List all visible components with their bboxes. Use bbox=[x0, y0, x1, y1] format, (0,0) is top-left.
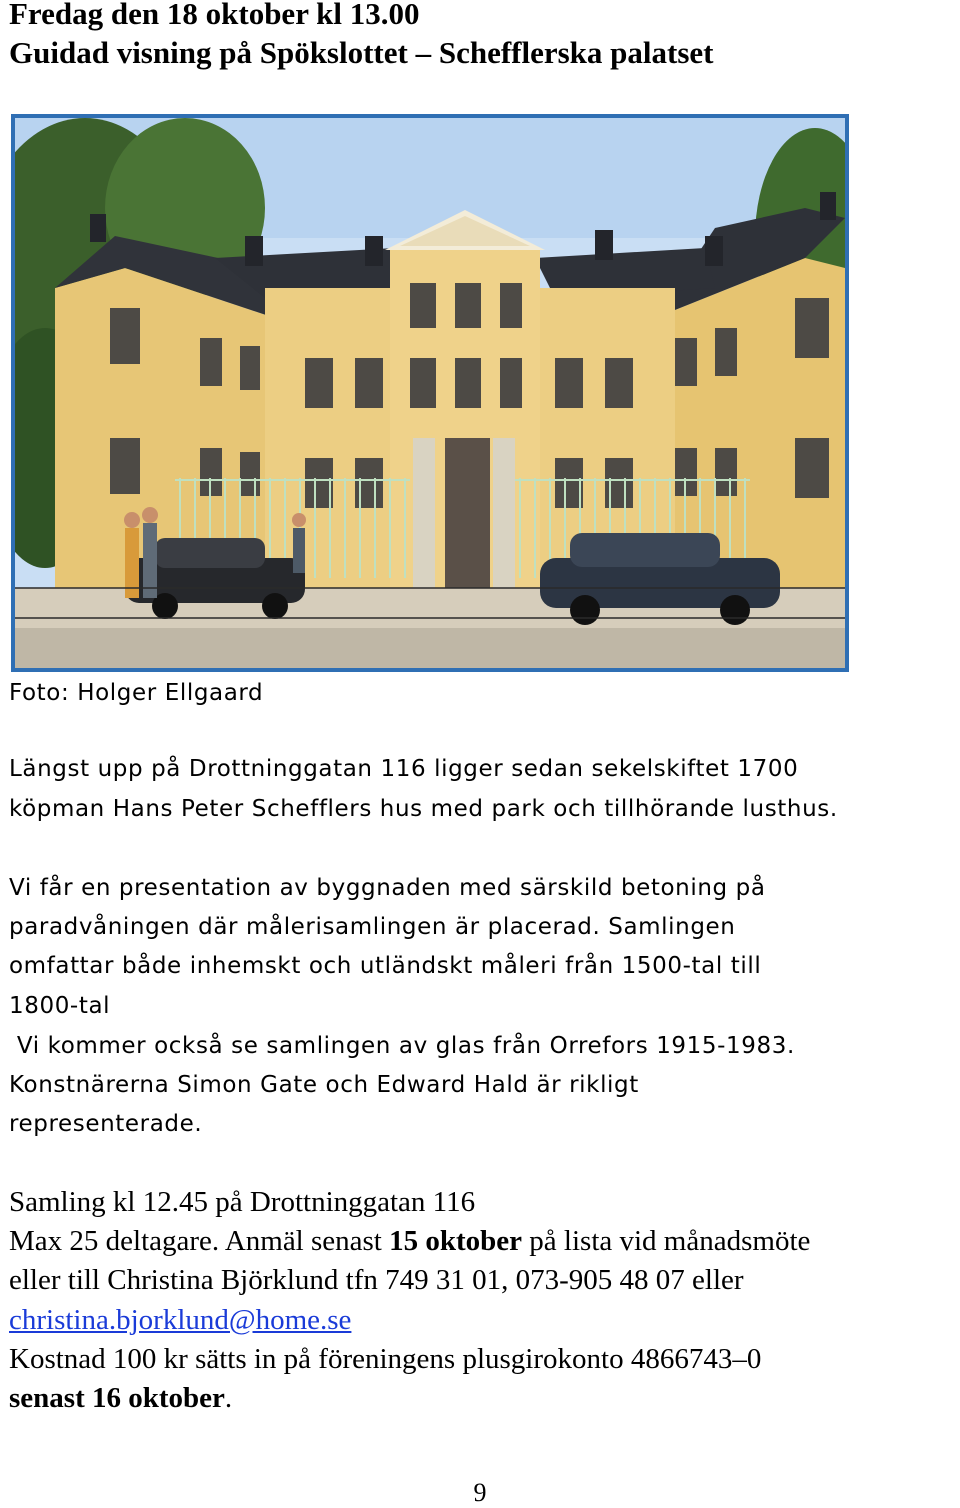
email-row bbox=[9, 1304, 351, 1337]
registration-text-end: på lista vid månadsmöte bbox=[522, 1225, 811, 1257]
gathering-info: Samling kl 12.45 på Drottninggatan 116 bbox=[9, 1186, 476, 1218]
payment-deadline bbox=[9, 1382, 232, 1415]
email-link[interactable]: christina.bjorklund@home.se bbox=[9, 1304, 352, 1336]
payment-deadline-end: . bbox=[224, 1382, 233, 1414]
presentation-line-2: paradvåningen där målerisamlingen är placerad. Samlingen bbox=[9, 914, 736, 940]
payment-deadline-bold: senast 16 oktober bbox=[9, 1382, 225, 1414]
presentation-line-6: Konstnärerna Simon Gate och Edward Hald är rikligt bbox=[9, 1072, 639, 1098]
palace-illustration bbox=[15, 118, 845, 668]
cost-info: Kostnad 100 kr sätts in på föreningens plusgirokonto 4866743–0 bbox=[9, 1343, 762, 1375]
event-date-heading: Fredag den 18 oktober kl 13.00 bbox=[9, 0, 420, 31]
intro-line-2: köpman Hans Peter Schefflers hus med park och tillhörande lusthus. bbox=[9, 796, 838, 822]
presentation-line-3: omfattar både inhemskt och utländskt måleri från 1500-tal till bbox=[9, 953, 762, 979]
photo-caption: Foto: Holger Ellgaard bbox=[9, 680, 264, 706]
registration-info bbox=[9, 1225, 810, 1258]
event-title-heading: Guidad visning på Spökslottet – Schefflerska palatset bbox=[9, 35, 714, 70]
palace-photo bbox=[11, 114, 849, 672]
presentation-line-4: 1800-tal bbox=[9, 993, 111, 1019]
contact-info: eller till Christina Björklund tfn 749 31 01, 073-905 48 07 eller bbox=[9, 1264, 744, 1296]
registration-deadline: 15 oktober bbox=[389, 1225, 523, 1257]
page-number: 9 bbox=[473, 1478, 487, 1507]
registration-text-start: Max 25 deltagare. Anmäl senast bbox=[9, 1225, 390, 1257]
presentation-line-1: Vi får en presentation av byggnaden med särskild betoning på bbox=[9, 875, 766, 901]
intro-line-1: Längst upp på Drottninggatan 116 ligger sedan sekelskiftet 1700 bbox=[9, 756, 799, 782]
presentation-line-5: Vi kommer också se samlingen av glas från Orrefors 1915-1983. bbox=[9, 1033, 795, 1059]
presentation-line-7: representerade. bbox=[9, 1111, 203, 1137]
